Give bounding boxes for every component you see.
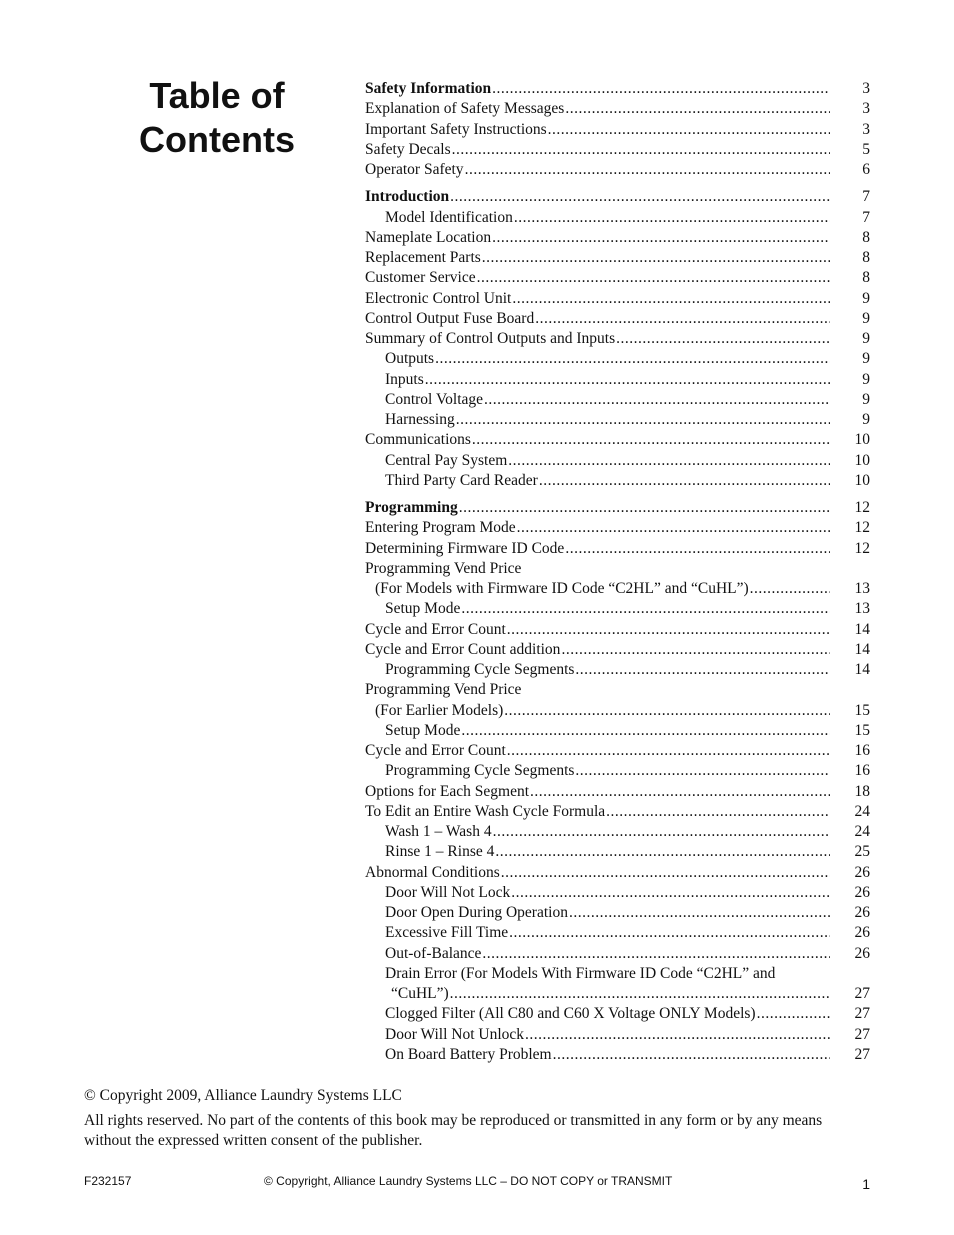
toc-entry-page: 12 xyxy=(854,519,870,537)
toc-entry-label: Options for Each Segment xyxy=(365,782,530,800)
toc-dot-leader xyxy=(461,599,830,619)
toc-entry-page: 10 xyxy=(854,431,870,449)
toc-entry-label: Outputs xyxy=(385,350,435,368)
copyright-line: © Copyright 2009, Alliance Laundry Systems LLC xyxy=(84,1087,402,1104)
toc-entry-page: 26 xyxy=(854,904,870,921)
toc-entry[interactable] xyxy=(365,842,870,862)
toc-dot-leader xyxy=(472,430,830,450)
toc-entry-page: 3 xyxy=(862,80,870,97)
toc-entry[interactable] xyxy=(365,160,870,180)
toc-entry-page: 14 xyxy=(854,620,870,638)
toc-entry-page: 7 xyxy=(862,208,870,226)
toc-entry-label: Model Identification xyxy=(385,208,513,226)
toc-dot-leader xyxy=(565,99,830,119)
toc-dot-leader xyxy=(461,721,830,741)
toc-dot-leader xyxy=(484,390,830,410)
toc-entry[interactable] xyxy=(365,539,870,559)
toc-entry[interactable] xyxy=(365,640,870,660)
toc-entry-label: Summary of Control Outputs and Inputs xyxy=(365,330,616,347)
toc-entry-page: 9 xyxy=(862,390,870,408)
toc-entry[interactable] xyxy=(365,410,870,430)
toc-dot-leader xyxy=(569,903,830,923)
toc-entry-label: Programming Vend Price xyxy=(365,559,522,577)
toc-dot-leader xyxy=(757,1004,830,1024)
toc-entry-page: 3 xyxy=(862,120,870,138)
toc-entry-label: Drain Error (For Models With Firmware ID Code “C2HL” and xyxy=(385,964,776,982)
toc-entry-page: 25 xyxy=(854,843,870,861)
toc-entry[interactable] xyxy=(365,923,870,943)
toc-entry-page: 9 xyxy=(862,350,870,368)
toc-entry[interactable] xyxy=(365,370,870,390)
toc-entry-label: Safety Decals xyxy=(365,140,451,158)
page-footer xyxy=(84,1174,870,1194)
toc-dot-leader xyxy=(501,863,830,883)
toc-entry[interactable] xyxy=(365,822,870,842)
toc-entry-label: Programming Cycle Segments xyxy=(385,762,575,780)
toc-entry[interactable] xyxy=(365,390,870,410)
toc-section xyxy=(365,498,870,1065)
toc-entry[interactable] xyxy=(365,903,870,923)
toc-dot-leader xyxy=(507,620,830,640)
toc-dot-leader xyxy=(495,842,830,862)
toc-entry-label: Entering Program Mode xyxy=(365,519,516,537)
toc-entry-label: Excessive Fill Time xyxy=(385,924,509,942)
toc-entry[interactable] xyxy=(365,964,870,984)
toc-entry-label: Programming Vend Price xyxy=(365,681,522,699)
toc-entry[interactable] xyxy=(365,329,870,349)
toc-entry-page: 15 xyxy=(854,701,870,719)
toc-entry-page: 8 xyxy=(862,249,870,266)
toc-entry-label: Replacement Parts xyxy=(365,249,481,266)
toc-entry-label: Explanation of Safety Messages xyxy=(365,100,565,118)
toc-dot-leader xyxy=(465,160,830,180)
toc-dot-leader xyxy=(514,208,830,228)
toc-entry[interactable] xyxy=(365,208,870,228)
toc-entry-page: 12 xyxy=(854,539,870,557)
toc-dot-leader xyxy=(493,822,830,842)
toc-entry[interactable] xyxy=(365,79,870,99)
toc-entry-label: Programming xyxy=(365,499,458,516)
rights-statement: All rights reserved. No part of the contents of this book may be reproduced or transmitted in any form or by any means without the expressed written consent of the publisher. xyxy=(84,1111,823,1149)
toc-dot-leader xyxy=(561,640,830,660)
footer-copyright-notice: © Copyright, Alliance Laundry Systems LLC – DO NOT COPY or TRANSMIT xyxy=(264,1174,673,1188)
toc-dot-leader xyxy=(450,984,830,1004)
toc-entry-label: Determining Firmware ID Code xyxy=(365,539,565,557)
toc-entry[interactable] xyxy=(365,518,870,538)
toc-entry-page: 27 xyxy=(854,1005,870,1023)
toc-entry-page: 18 xyxy=(854,782,870,800)
toc-entry-label: On Board Battery Problem xyxy=(385,1045,552,1063)
page-title xyxy=(112,74,322,162)
toc-dot-leader xyxy=(525,1025,830,1045)
toc-entry-label: “CuHL”) xyxy=(391,985,449,1002)
toc-entry-page: 26 xyxy=(854,883,870,901)
toc-entry[interactable] xyxy=(365,599,870,619)
toc-dot-leader xyxy=(508,451,830,471)
toc-entry[interactable] xyxy=(365,782,870,802)
toc-entry[interactable] xyxy=(365,944,870,964)
toc-entry-label: Setup Mode xyxy=(385,600,461,618)
toc-section xyxy=(365,79,870,180)
toc-entry[interactable] xyxy=(365,1004,870,1024)
toc-entry-label: Important Safety Instructions xyxy=(365,120,547,138)
toc-entry[interactable] xyxy=(365,802,870,822)
toc-entry[interactable] xyxy=(365,309,870,329)
toc-dot-leader xyxy=(450,187,830,207)
toc-entry-label: Control Output Fuse Board xyxy=(365,309,535,327)
toc-entry-label: Nameplate Location xyxy=(365,228,492,246)
toc-dot-leader xyxy=(548,120,830,140)
toc-dot-leader xyxy=(456,410,830,430)
toc-entry-page: 16 xyxy=(854,762,870,780)
toc-entry-page: 3 xyxy=(862,100,870,118)
toc-dot-leader xyxy=(492,228,830,248)
toc-entry-label: Wash 1 – Wash 4 xyxy=(385,823,492,840)
toc-entry-page: 27 xyxy=(854,1045,870,1063)
toc-entry-page: 9 xyxy=(862,411,870,428)
toc-entry-label: Setup Mode xyxy=(385,721,461,739)
toc-entry-page: 13 xyxy=(854,600,870,618)
toc-entry-page: 14 xyxy=(854,640,870,658)
toc-dot-leader xyxy=(482,248,830,268)
toc-dot-leader xyxy=(512,289,830,309)
toc-entry-page: 24 xyxy=(854,802,870,820)
toc-entry-page: 26 xyxy=(854,924,870,942)
toc-entry[interactable] xyxy=(365,99,870,119)
toc-dot-leader xyxy=(530,782,830,802)
toc-entry-label: (For Earlier Models) xyxy=(375,701,504,719)
toc-entry-label: Out-of-Balance xyxy=(385,944,482,962)
toc-entry[interactable] xyxy=(365,721,870,741)
toc-entry-page: 27 xyxy=(854,1025,870,1043)
toc-entry-page: 13 xyxy=(854,580,870,597)
toc-entry-label: Communications xyxy=(365,431,471,449)
toc-entry-page: 15 xyxy=(854,721,870,739)
toc-entry[interactable] xyxy=(365,451,870,471)
toc-section xyxy=(365,187,870,491)
toc-entry-label: Cycle and Error Count xyxy=(365,742,506,759)
toc-entry-page: 14 xyxy=(854,661,870,678)
toc-entry-label: Harnessing xyxy=(385,411,455,428)
copyright-notice xyxy=(84,1086,864,1152)
toc-dot-leader xyxy=(492,79,830,99)
toc-dot-leader xyxy=(459,498,830,518)
toc-entry-label: Door Will Not Lock xyxy=(385,883,511,901)
toc-entry[interactable] xyxy=(365,559,870,579)
toc-entry[interactable] xyxy=(365,883,870,903)
toc-entry[interactable] xyxy=(365,741,870,761)
toc-entry-label: Central Pay System xyxy=(385,451,508,469)
toc-entry-label: Inputs xyxy=(385,370,424,388)
toc-entry-page: 27 xyxy=(854,985,870,1002)
toc-entry[interactable] xyxy=(365,430,870,450)
toc-dot-leader xyxy=(425,370,830,390)
toc-dot-leader xyxy=(482,944,830,964)
toc-entry[interactable] xyxy=(365,579,870,599)
toc-dot-leader xyxy=(511,883,830,903)
toc-entry-page: 26 xyxy=(854,944,870,962)
toc-dot-leader xyxy=(575,761,830,781)
toc-dot-leader xyxy=(504,701,830,721)
toc-entry[interactable] xyxy=(365,471,870,491)
toc-entry[interactable] xyxy=(365,140,870,160)
toc-entry-label: Rinse 1 – Rinse 4 xyxy=(385,843,495,861)
toc-entry-label: Operator Safety xyxy=(365,161,464,178)
toc-entry-label: To Edit an Entire Wash Cycle Formula xyxy=(365,802,606,820)
page-title-line-1: Table of xyxy=(149,75,285,116)
toc-entry-page: 8 xyxy=(862,269,870,287)
toc-dot-leader xyxy=(539,471,830,491)
toc-entry[interactable] xyxy=(365,620,870,640)
document-code: F232157 xyxy=(84,1174,132,1188)
toc-entry-label: Safety Information xyxy=(365,80,492,97)
toc-entry[interactable] xyxy=(365,289,870,309)
toc-entry-page: 9 xyxy=(862,309,870,327)
toc-entry-label: Cycle and Error Count xyxy=(365,620,506,638)
toc-entry[interactable] xyxy=(365,660,870,680)
toc-entry[interactable] xyxy=(365,349,870,369)
toc-entry[interactable] xyxy=(365,701,870,721)
toc-entry[interactable] xyxy=(365,680,870,700)
toc-dot-leader xyxy=(477,268,830,288)
toc-entry-label: Clogged Filter (All C80 and C60 X Voltage ONLY Models) xyxy=(385,1005,756,1023)
toc-dot-leader xyxy=(517,518,830,538)
page-number: 1 xyxy=(862,1176,870,1192)
toc-entry-label: Customer Service xyxy=(365,269,476,287)
toc-dot-leader xyxy=(507,741,830,761)
toc-entry-label: Abnormal Conditions xyxy=(365,863,500,881)
toc-entry[interactable] xyxy=(365,1025,870,1045)
toc-entry-page: 5 xyxy=(862,140,870,158)
toc-entry-page: 9 xyxy=(862,289,870,307)
toc-dot-leader xyxy=(452,140,830,160)
toc-entry-label: Control Voltage xyxy=(385,390,484,408)
toc-entry-page: 9 xyxy=(862,370,870,388)
table-of-contents xyxy=(365,79,870,1072)
toc-entry[interactable] xyxy=(365,1045,870,1065)
toc-dot-leader xyxy=(606,802,830,822)
toc-dot-leader xyxy=(750,579,830,599)
toc-entry-label: Electronic Control Unit xyxy=(365,289,512,307)
toc-dot-leader xyxy=(535,309,830,329)
page-title-line-2: Contents xyxy=(139,119,295,160)
toc-entry-label: Cycle and Error Count addition xyxy=(365,640,561,658)
toc-entry[interactable] xyxy=(365,268,870,288)
toc-dot-leader xyxy=(575,660,830,680)
toc-dot-leader xyxy=(553,1045,830,1065)
toc-entry-page: 26 xyxy=(854,863,870,881)
toc-entry-page: 6 xyxy=(862,161,870,178)
toc-entry-page: 10 xyxy=(854,451,870,469)
toc-entry-page: 16 xyxy=(854,742,870,759)
toc-entry-label: Programming Cycle Segments xyxy=(385,661,575,678)
toc-entry[interactable] xyxy=(365,761,870,781)
toc-entry-label: (For Models with Firmware ID Code “C2HL” and “CuHL”) xyxy=(375,580,749,597)
toc-entry[interactable] xyxy=(365,228,870,248)
toc-entry-label: Door Will Not Unlock xyxy=(385,1025,525,1043)
toc-entry-page: 7 xyxy=(862,188,870,206)
toc-entry[interactable] xyxy=(365,248,870,268)
toc-entry[interactable] xyxy=(365,498,870,518)
toc-dot-leader xyxy=(616,329,830,349)
toc-entry[interactable] xyxy=(365,984,870,1004)
toc-entry-page: 12 xyxy=(854,499,870,516)
toc-entry-page: 8 xyxy=(862,228,870,246)
toc-entry-page: 9 xyxy=(862,330,870,347)
toc-entry-label: Introduction xyxy=(365,188,450,206)
toc-entry[interactable] xyxy=(365,863,870,883)
toc-dot-leader xyxy=(435,349,830,369)
toc-dot-leader xyxy=(565,539,830,559)
toc-dot-leader xyxy=(509,923,830,943)
toc-entry-label: Door Open During Operation xyxy=(385,904,568,921)
toc-entry-label: Third Party Card Reader xyxy=(385,471,538,489)
toc-entry-page: 24 xyxy=(854,823,870,840)
toc-entry-page: 10 xyxy=(854,471,870,489)
toc-entry[interactable] xyxy=(365,120,870,140)
toc-entry[interactable] xyxy=(365,187,870,207)
